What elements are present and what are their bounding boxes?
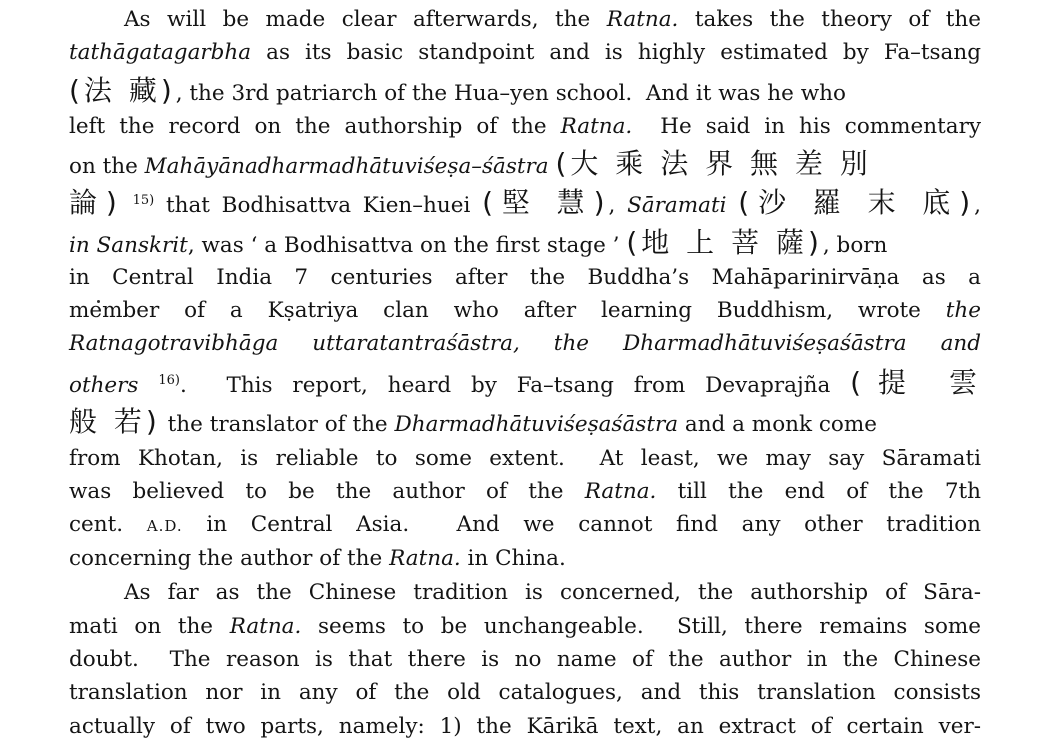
text-line (124, 576, 981, 610)
text-line (69, 186, 981, 220)
text-line (69, 405, 981, 439)
text-line (69, 442, 981, 476)
text-run: , (608, 193, 628, 218)
text-run: cent. (69, 512, 147, 537)
italic-run: Ratna. (389, 546, 461, 571)
text-run: till the end of the 7th (656, 479, 981, 504)
text-line (69, 542, 981, 576)
text-line (69, 261, 981, 295)
footnote-reference: 16) (158, 373, 180, 388)
text-line (69, 508, 981, 542)
chinese-characters: 論) (69, 186, 121, 219)
text-line (69, 643, 981, 677)
chinese-characters: (堅 慧) (482, 186, 609, 219)
italic-run: tathāgatagarbha (69, 40, 252, 65)
text-run: in China. (460, 546, 566, 571)
text-run: , was ‘ a Bodhisattva on the first stage ’ (187, 233, 627, 258)
text-line (69, 327, 981, 361)
text-line (69, 36, 981, 70)
text-run: , (974, 193, 981, 218)
italic-run: Dharmadhātuviśeṣaśāstra (394, 412, 679, 437)
text-line (69, 226, 981, 260)
text-run: in Central Asia. And we cannot find any other tradition (182, 512, 981, 537)
text-line (69, 110, 981, 144)
text-line (69, 475, 981, 509)
text-line (69, 294, 981, 328)
text-run: was believed to be the author of the (69, 479, 585, 504)
text-run: member of a Kṣatriya clan who after learning Buddhism, wrote (69, 298, 946, 323)
italic-run: Ratnagotravibhāga uttaratantraśāstra, the Dharmadhātuviśeṣaśāstra and (69, 331, 981, 356)
text-run: , born (822, 233, 888, 258)
italic-run: the (945, 298, 981, 323)
text-run: and a monk come (678, 412, 877, 437)
text-run: mati on the (69, 614, 230, 639)
text-run: doubt. The reason is that there is no name of the author in the Chinese (69, 647, 981, 672)
chinese-characters: (提 雲 (850, 366, 981, 399)
chinese-characters: (法 藏) (69, 74, 176, 107)
text-run: in Central India 7 centuries after the Buddha’s Mahāparinirvāṇa as a (69, 265, 981, 290)
text-line (69, 676, 981, 710)
chinese-characters: (沙 羅 末 底) (738, 186, 975, 219)
text-run: as its basic standpoint and is highly estimated by Fa–tsang (251, 40, 981, 65)
text-run: left the record on the authorship of the (69, 114, 561, 139)
text-run: the translator of the (160, 412, 395, 437)
italic-run: Sāramati (627, 193, 727, 218)
text-line (69, 74, 981, 108)
text-run: He said in his commentary (632, 114, 981, 139)
text-run: translation nor in any of the old catalogues, and this translation consists (69, 680, 981, 705)
italic-run: Ratna. (606, 7, 679, 32)
chinese-characters: (地 上 菩 薩) (626, 226, 823, 259)
text-run: concerning the author of the (69, 546, 390, 571)
text-line (69, 610, 981, 644)
italic-run: in Sanskrit (69, 233, 188, 258)
text-run (138, 373, 158, 398)
small-caps-run: A.D. (146, 517, 183, 535)
text-line (69, 710, 981, 744)
text-run: that Bodhisattva Kien–huei (154, 193, 483, 218)
italic-run: Mahāyānadharmadhātuviśeṣa–śāstra (144, 154, 549, 179)
italic-run: Ratna. (229, 614, 302, 639)
text-run: . This report, heard by Fa–tsang from Devaprajña (179, 373, 851, 398)
text-run: As far as the Chinese tradition is concerned, the authorship of Sāra- (124, 580, 981, 605)
italic-run: Ratna. (560, 114, 633, 139)
text-line (69, 147, 981, 181)
text-run: from Khotan, is reliable to some extent. At least, we may say Sāramati (69, 446, 981, 471)
text-run: takes the theory of the (678, 7, 981, 32)
text-run: , the 3rd patriarch of the Hua–yen school. And it was he who (175, 81, 846, 106)
text-run: actually of two parts, namely: 1) the Kārikā text, an extract of certain ver- (69, 714, 981, 739)
italic-run: others (69, 373, 139, 398)
text-run: on the (69, 154, 145, 179)
text-run: As will be made clear afterwards, the (124, 7, 607, 32)
italic-run: Ratna. (584, 479, 657, 504)
text-run (726, 193, 738, 218)
chinese-characters: (大 乘 法 界 無 差 別 (555, 147, 872, 180)
footnote-reference: 15) (132, 193, 155, 208)
text-run (121, 193, 133, 218)
text-run: seems to be unchangeable. Still, there remains some (301, 614, 981, 639)
chinese-characters: 般 若) (69, 405, 161, 438)
text-line (69, 366, 981, 400)
text-line (124, 3, 981, 37)
